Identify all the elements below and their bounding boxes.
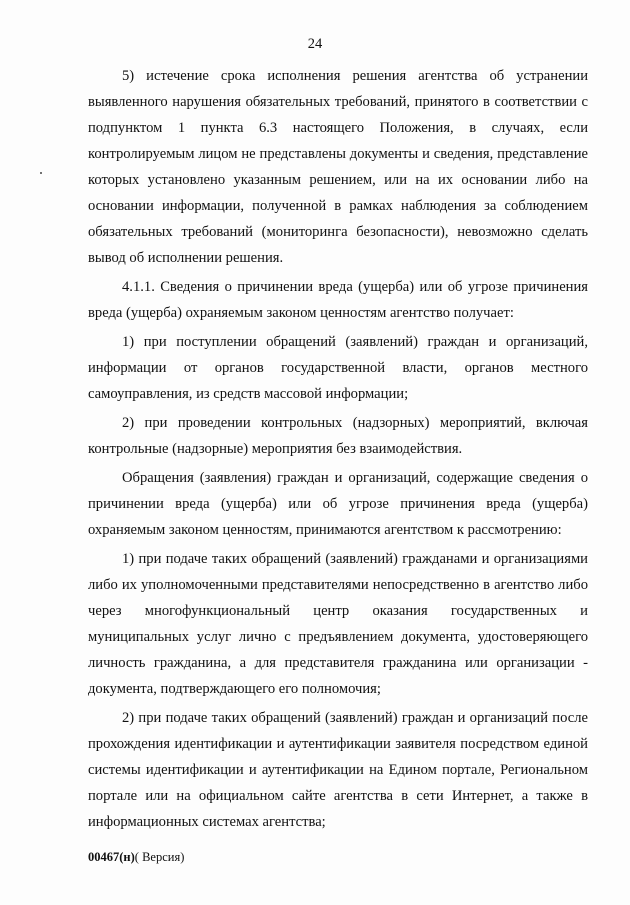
paragraph-accept-2-online: 2) при подаче таких обращений (заявлений) граждан и организаций после прохождения идентификации и аутентификации заявителя посредством единой системы идентификации и аутентификации на Едином портале, Региональном портале или на официальном сайте агентства в сети Интернет, а также в информационных системах агентства; (88, 710, 588, 830)
page-number: 24 (307, 36, 323, 52)
paragraph-accept-1-in-person: 1) при подаче таких обращений (заявлений) гражданами и организациями либо их уполномоченными представителями непосредственно в агентство либо через многофункциональный центр оказания государственных и муниципальных услуг лично с предъявлением документа, удостоверяющего личность гражданина, а для представителя гражданина или организации - документа, подтверждающего его полномочия; (88, 551, 588, 697)
document-footer (88, 850, 184, 865)
paragraph-source-2-inspections: 2) при проведении контрольных (надзорных) мероприятий, включая контрольные (надзорные) мероприятия без взаимодействия. (88, 415, 588, 457)
document-body (88, 63, 588, 838)
scan-speck (40, 172, 42, 174)
paragraph-item-5-expiry: 5) истечение срока исполнения решения агентства об устранении выявленного нарушения обязательных требований, принятого в соответствии с подпунктом 1 пункта 6.3 настоящего Положения, в случаях, если контролируемым лицом не представлены документы и сведения, представление которых установлено указанным решением, или на их основании либо на основании информации, полученной в рамках наблюдения за соблюдением обязательных требований (мониторинга безопасности), невозможно сделать вывод об исполнении решения. (88, 68, 588, 266)
document-code: 00467(н) (88, 850, 135, 864)
paragraph-appeals-accepted: Обращения (заявления) граждан и организаций, содержащие сведения о причинении вреда (ущерба) или об угрозе причинения вреда (ущерба) охраняемым законом ценностям, принимаются агентством к рассмотрению: (88, 470, 588, 538)
paragraph-source-1-appeals: 1) при поступлении обращений (заявлений) граждан и организаций, информации от органов государственной власти, органов местного самоуправления, из средств массовой информации; (88, 334, 588, 402)
paragraph-4-1-1: 4.1.1. Сведения о причинении вреда (ущерба) или об угрозе причинения вреда (ущерба) охраняемым законом ценностям агентство получает: (88, 279, 588, 321)
document-version: ( Версия) (134, 850, 185, 864)
